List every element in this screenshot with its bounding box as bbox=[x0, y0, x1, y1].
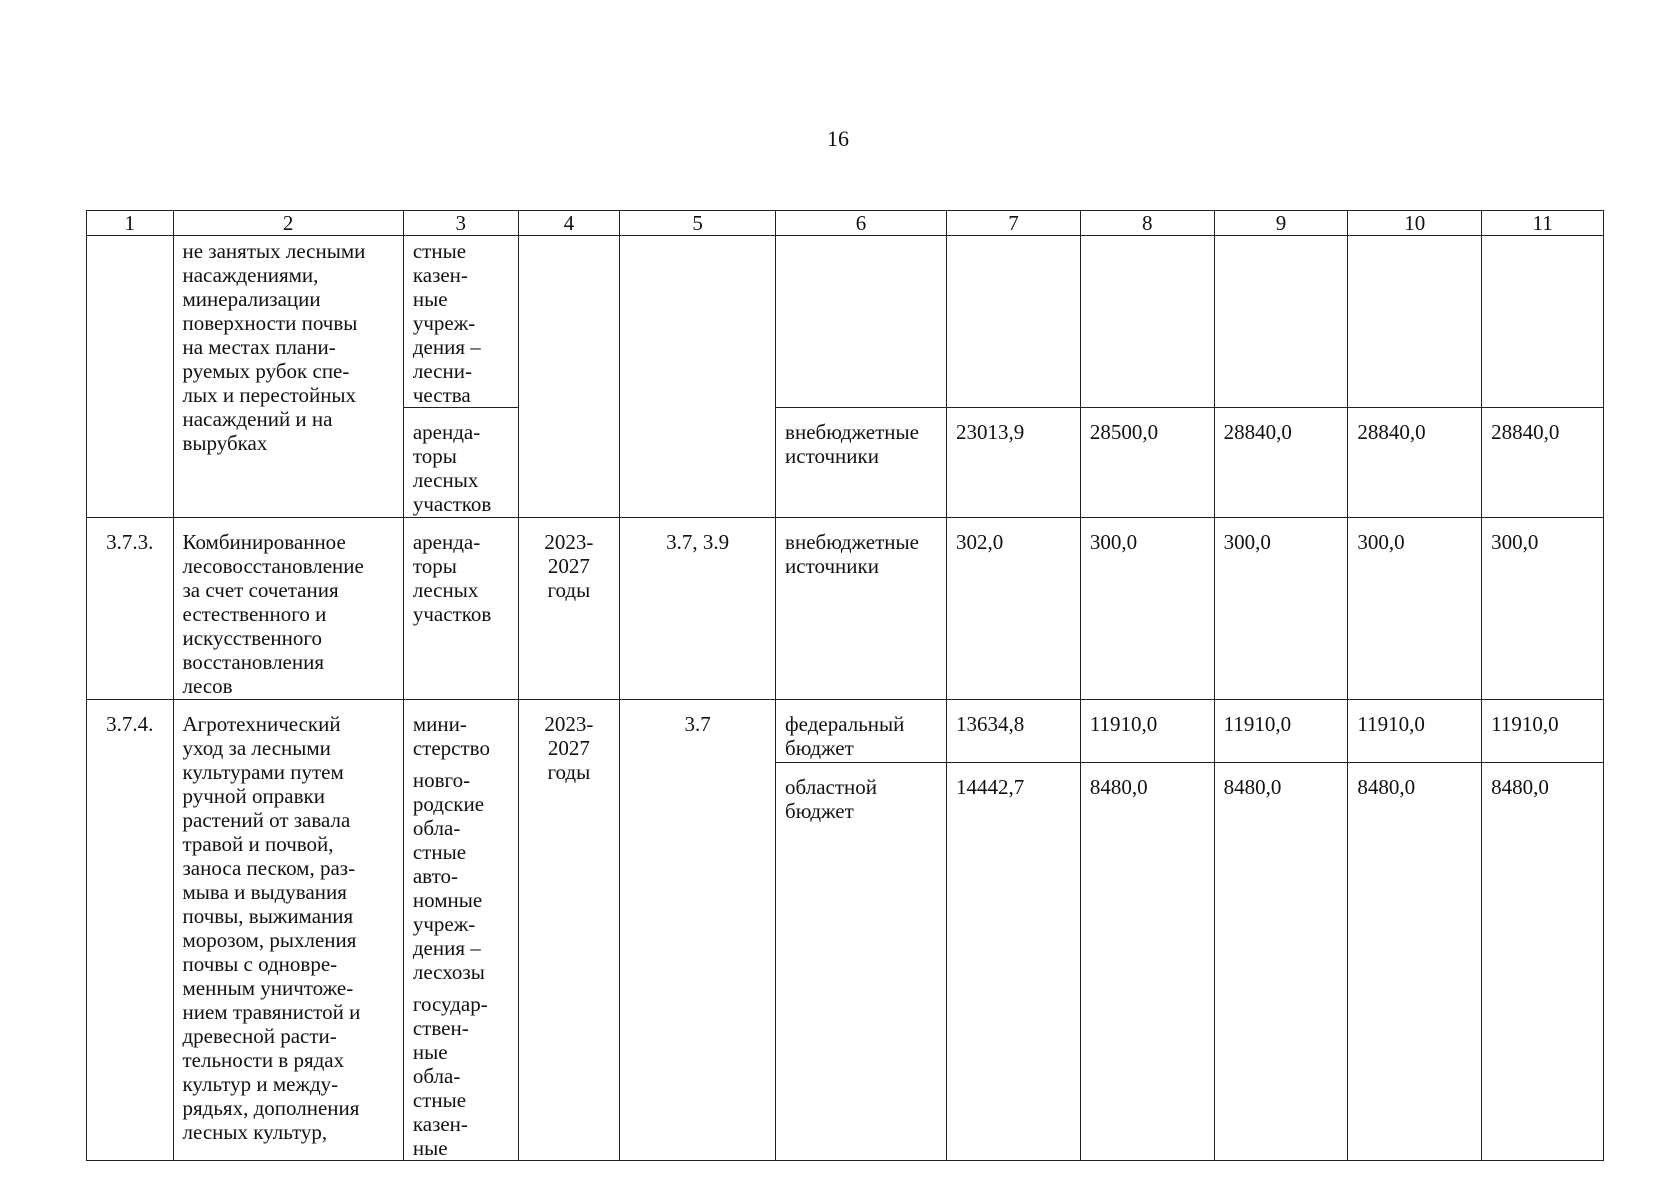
row-373-number: 3.7.3. bbox=[87, 518, 174, 700]
row-374-executor-c: государ- ствен- ные обла- стные казен- ные bbox=[412, 992, 488, 1160]
cont-empty-8 bbox=[1080, 236, 1214, 408]
row-373-period: 2023- 2027 годы bbox=[518, 518, 620, 700]
header-col-8: 8 bbox=[1080, 211, 1214, 236]
row-373-value-10: 300,0 bbox=[1348, 518, 1482, 700]
row-373-description: Комбинированное лесовосстановление за счет сочетания естественного и искусственного восстановления лесов bbox=[173, 518, 403, 700]
row-374-fed-source: федеральный бюджет bbox=[776, 700, 947, 763]
row-374-obl-value-10: 8480,0 bbox=[1348, 763, 1482, 1161]
cont-period-cell bbox=[518, 236, 620, 518]
cont-indicator-cell bbox=[620, 236, 776, 518]
cont-value-7: 23013,9 bbox=[947, 408, 1081, 518]
cont-value-9: 28840,0 bbox=[1214, 408, 1348, 518]
row-374-fed-value-11: 11910,0 bbox=[1482, 700, 1604, 763]
header-col-6: 6 bbox=[776, 211, 947, 236]
row-374-fed-value-10: 11910,0 bbox=[1348, 700, 1482, 763]
table-row bbox=[87, 236, 1604, 408]
cont-executor-b: аренда- торы лесных участков bbox=[403, 408, 518, 518]
row-374-obl-value-7: 14442,7 bbox=[947, 763, 1081, 1161]
row-373-value-11: 300,0 bbox=[1482, 518, 1604, 700]
header-col-11: 11 bbox=[1482, 211, 1604, 236]
cont-empty-7 bbox=[947, 236, 1081, 408]
row-373-value-8: 300,0 bbox=[1080, 518, 1214, 700]
cont-source: внебюджетные источники bbox=[776, 408, 947, 518]
header-col-5: 5 bbox=[620, 211, 776, 236]
row-374-obl-value-9: 8480,0 bbox=[1214, 763, 1348, 1161]
row-374-obl-source: областной бюджет bbox=[776, 763, 947, 1161]
table-row bbox=[87, 700, 1604, 763]
row-374-executor-b: новго- родские обла- стные авто- номные учреж- дения – лесхозы bbox=[412, 768, 485, 984]
row-373-executor: аренда- торы лесных участков bbox=[403, 518, 518, 700]
header-col-9: 9 bbox=[1214, 211, 1348, 236]
header-col-7: 7 bbox=[947, 211, 1081, 236]
cont-value-10: 28840,0 bbox=[1348, 408, 1482, 518]
cont-empty-10 bbox=[1348, 236, 1482, 408]
cont-num-cell bbox=[87, 236, 174, 518]
page-number: 16 bbox=[827, 126, 849, 151]
header-col-10: 10 bbox=[1348, 211, 1482, 236]
program-table bbox=[86, 210, 1604, 1161]
row-374-description: Агротехнический уход за лесными культурами путем ручной оправки растений от завала травой и почвой, заноса песком, раз- мыва и выдувания почвы, выжимания морозом, рыхления почвы с одновре- менным уничтоже- нием травянистой и древесной расти- тельности в рядах культур и междy- рядьях, дополнения лесных культур, bbox=[173, 700, 403, 1161]
header-col-1: 1 bbox=[87, 211, 174, 236]
cont-empty-9 bbox=[1214, 236, 1348, 408]
row-374-indicator: 3.7 bbox=[620, 700, 776, 1161]
row-374-obl-value-11: 8480,0 bbox=[1482, 763, 1604, 1161]
header-col-3: 3 bbox=[403, 211, 518, 236]
header-col-2: 2 bbox=[173, 211, 403, 236]
cont-value-11: 28840,0 bbox=[1482, 408, 1604, 518]
cont-executor-a: стные казен- ные учреж- дения – лесни- чества bbox=[403, 236, 518, 408]
row-374-number: 3.7.4. bbox=[87, 700, 174, 1161]
row-374-fed-value-9: 11910,0 bbox=[1214, 700, 1348, 763]
row-373-value-9: 300,0 bbox=[1214, 518, 1348, 700]
header-row bbox=[87, 211, 1604, 236]
cont-description: не занятых лесными насаждениями, минерализации поверхности почвы на местах плани- руемых рубок спе- лых и перестойных насаждений и на вырубках bbox=[173, 236, 403, 518]
row-373-indicator: 3.7, 3.9 bbox=[620, 518, 776, 700]
row-374-fed-value-7: 13634,8 bbox=[947, 700, 1081, 763]
row-374-fed-value-8: 11910,0 bbox=[1080, 700, 1214, 763]
row-373-source: внебюджетные источники bbox=[776, 518, 947, 700]
header-col-4: 4 bbox=[518, 211, 620, 236]
table-row bbox=[87, 518, 1604, 700]
row-373-value-7: 302,0 bbox=[947, 518, 1081, 700]
row-374-period: 2023- 2027 годы bbox=[518, 700, 620, 1161]
cont-source-empty bbox=[776, 236, 947, 408]
cont-empty-11 bbox=[1482, 236, 1604, 408]
row-374-executors bbox=[403, 700, 518, 1161]
row-374-obl-value-8: 8480,0 bbox=[1080, 763, 1214, 1161]
row-374-executor-a: мини- стерство bbox=[412, 712, 490, 760]
cont-value-8: 28500,0 bbox=[1080, 408, 1214, 518]
